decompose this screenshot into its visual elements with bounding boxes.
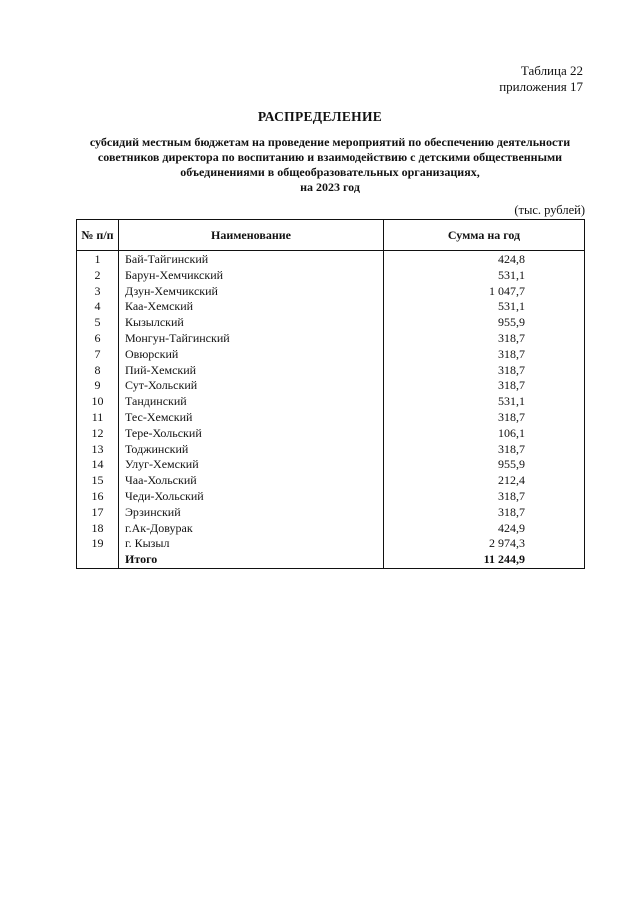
row-sum-cell: 106,1 <box>384 426 585 442</box>
row-name-cell: Тес-Хемский <box>119 410 384 426</box>
table-number: Таблица 22 <box>520 63 583 78</box>
row-sum-cell: 1 047,7 <box>384 284 585 300</box>
row-number-cell: 10 <box>77 394 119 410</box>
row-name-cell: Тере-Хольский <box>119 426 384 442</box>
row-sum-cell: 318,7 <box>384 363 585 379</box>
row-number-cell: 19 <box>77 536 119 552</box>
row-number-cell: 2 <box>77 268 119 284</box>
row-name-cell: Бай-Тайгинский <box>119 251 384 268</box>
table-reference <box>499 63 583 95</box>
table-row <box>77 394 585 410</box>
row-name-cell: Каа-Хемский <box>119 299 384 315</box>
row-name-cell: Чаа-Хольский <box>119 473 384 489</box>
row-sum-cell: 424,9 <box>384 521 585 537</box>
table-row <box>77 268 585 284</box>
row-sum-cell: 424,8 <box>384 251 585 268</box>
table-row <box>77 442 585 458</box>
table-row <box>77 410 585 426</box>
table-row <box>77 521 585 537</box>
row-sum-cell: 955,9 <box>384 457 585 473</box>
row-number-cell: 14 <box>77 457 119 473</box>
table-row <box>77 505 585 521</box>
row-sum-cell: 531,1 <box>384 299 585 315</box>
table-row <box>77 251 585 268</box>
row-name-cell: г. Кызыл <box>119 536 384 552</box>
subtitle-line: объединениями в общеобразовательных организациях, <box>180 165 480 179</box>
row-sum-cell: 318,7 <box>384 378 585 394</box>
row-name-cell: Барун-Хемчикский <box>119 268 384 284</box>
row-number-cell <box>77 552 119 568</box>
row-number-cell: 8 <box>77 363 119 379</box>
table-total-row <box>77 552 585 568</box>
row-sum-cell: 2 974,3 <box>384 536 585 552</box>
table-row <box>77 457 585 473</box>
row-name-cell: Кызылский <box>119 315 384 331</box>
row-number-cell: 1 <box>77 251 119 268</box>
row-name-cell: Чеди-Хольский <box>119 489 384 505</box>
table-row <box>77 347 585 363</box>
row-number-cell: 9 <box>77 378 119 394</box>
row-name-cell: Дзун-Хемчикский <box>119 284 384 300</box>
row-sum-cell: 318,7 <box>384 505 585 521</box>
table-row <box>77 536 585 552</box>
table-row <box>77 284 585 300</box>
row-name-cell: Монгун-Тайгинский <box>119 331 384 347</box>
row-name-cell: Итого <box>119 552 384 568</box>
table-row <box>77 426 585 442</box>
row-name-cell: Пий-Хемский <box>119 363 384 379</box>
table-row <box>77 363 585 379</box>
row-sum-cell: 318,7 <box>384 442 585 458</box>
row-sum-cell: 11 244,9 <box>384 552 585 568</box>
row-number-cell: 5 <box>77 315 119 331</box>
row-sum-cell: 531,1 <box>384 268 585 284</box>
table-row <box>77 315 585 331</box>
row-number-cell: 16 <box>77 489 119 505</box>
subtitle-line: субсидий местным бюджетам на проведение мероприятий по обеспечению деятельности <box>89 135 571 149</box>
row-number-cell: 11 <box>77 410 119 426</box>
document-subtitle <box>88 135 572 195</box>
column-header-number: № п/п <box>77 220 119 251</box>
table-row <box>77 473 585 489</box>
column-header-sum: Сумма на год <box>384 220 585 251</box>
row-name-cell: Тоджинский <box>119 442 384 458</box>
table-row <box>77 489 585 505</box>
subtitle-line: на 2023 год <box>300 180 360 194</box>
row-number-cell: 18 <box>77 521 119 537</box>
row-sum-cell: 212,4 <box>384 473 585 489</box>
row-number-cell: 13 <box>77 442 119 458</box>
subtitle-line: советников директора по воспитанию и взаимодействию с детскими общественными <box>97 150 563 164</box>
row-number-cell: 6 <box>77 331 119 347</box>
subsidy-table <box>76 219 585 569</box>
row-number-cell: 15 <box>77 473 119 489</box>
row-sum-cell: 318,7 <box>384 347 585 363</box>
row-number-cell: 4 <box>77 299 119 315</box>
table-row <box>77 378 585 394</box>
row-name-cell: Тандинский <box>119 394 384 410</box>
table-body <box>77 251 585 569</box>
document-title: РАСПРЕДЕЛЕНИЕ <box>257 109 383 124</box>
row-sum-cell: 955,9 <box>384 315 585 331</box>
row-name-cell: Эрзинский <box>119 505 384 521</box>
table-header-row <box>77 220 585 251</box>
row-name-cell: Сут-Хольский <box>119 378 384 394</box>
row-sum-cell: 318,7 <box>384 331 585 347</box>
appendix-label: приложения 17 <box>499 79 583 94</box>
row-sum-cell: 531,1 <box>384 394 585 410</box>
row-number-cell: 7 <box>77 347 119 363</box>
column-header-name: Наименование <box>119 220 384 251</box>
row-name-cell: Овюрский <box>119 347 384 363</box>
row-name-cell: Улуг-Хемский <box>119 457 384 473</box>
table-row <box>77 331 585 347</box>
row-name-cell: г.Ак-Довурак <box>119 521 384 537</box>
row-number-cell: 17 <box>77 505 119 521</box>
row-sum-cell: 318,7 <box>384 410 585 426</box>
table-row <box>77 299 585 315</box>
row-number-cell: 3 <box>77 284 119 300</box>
row-sum-cell: 318,7 <box>384 489 585 505</box>
units-label: (тыс. рублей) <box>514 203 585 217</box>
row-number-cell: 12 <box>77 426 119 442</box>
